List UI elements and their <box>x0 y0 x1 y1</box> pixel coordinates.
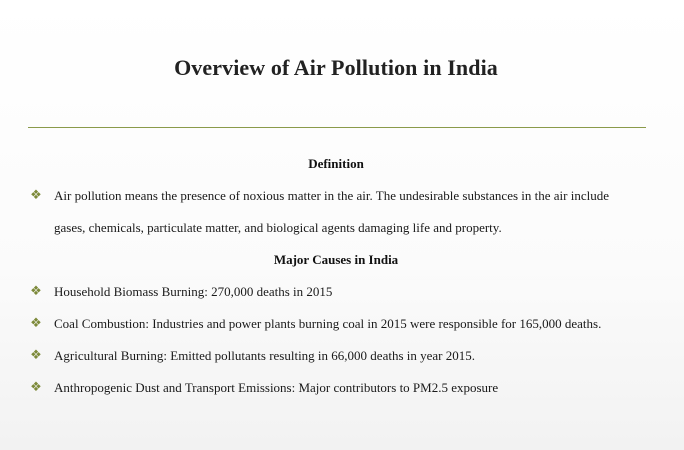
bullet-text: Coal Combustion: Industries and power plants burning coal in 2015 were responsible for 165,000 deaths. <box>54 316 602 331</box>
bullet-item <box>28 372 638 404</box>
slide-title: Overview of Air Pollution in India <box>174 55 498 80</box>
diamond-cluster-icon: ❖ <box>30 316 42 331</box>
title-divider <box>28 127 646 128</box>
bullet-text: Air pollution means the presence of noxious matter in the air. The undesirable substances in the air include gases, chemicals, particulate matter, and biological agents damaging life and property. <box>54 188 609 235</box>
diamond-cluster-icon: ❖ <box>30 380 42 395</box>
bullet-text: Agricultural Burning: Emitted pollutants resulting in 66,000 deaths in year 2015. <box>54 348 475 363</box>
diamond-cluster-icon: ❖ <box>30 284 42 299</box>
section-heading-definition: Definition <box>308 156 364 171</box>
bullet-item <box>28 276 638 308</box>
bullet-item <box>28 340 638 372</box>
diamond-cluster-icon: ❖ <box>30 188 42 203</box>
section-heading-major-causes: Major Causes in India <box>273 252 399 267</box>
bullet-item <box>28 308 638 340</box>
bullet-text: Anthropogenic Dust and Transport Emissions: Major contributors to PM2.5 exposure <box>54 380 499 395</box>
bullet-item <box>28 180 638 244</box>
diamond-cluster-icon: ❖ <box>30 348 42 363</box>
bullet-text: Household Biomass Burning: 270,000 deaths in 2015 <box>54 284 333 299</box>
